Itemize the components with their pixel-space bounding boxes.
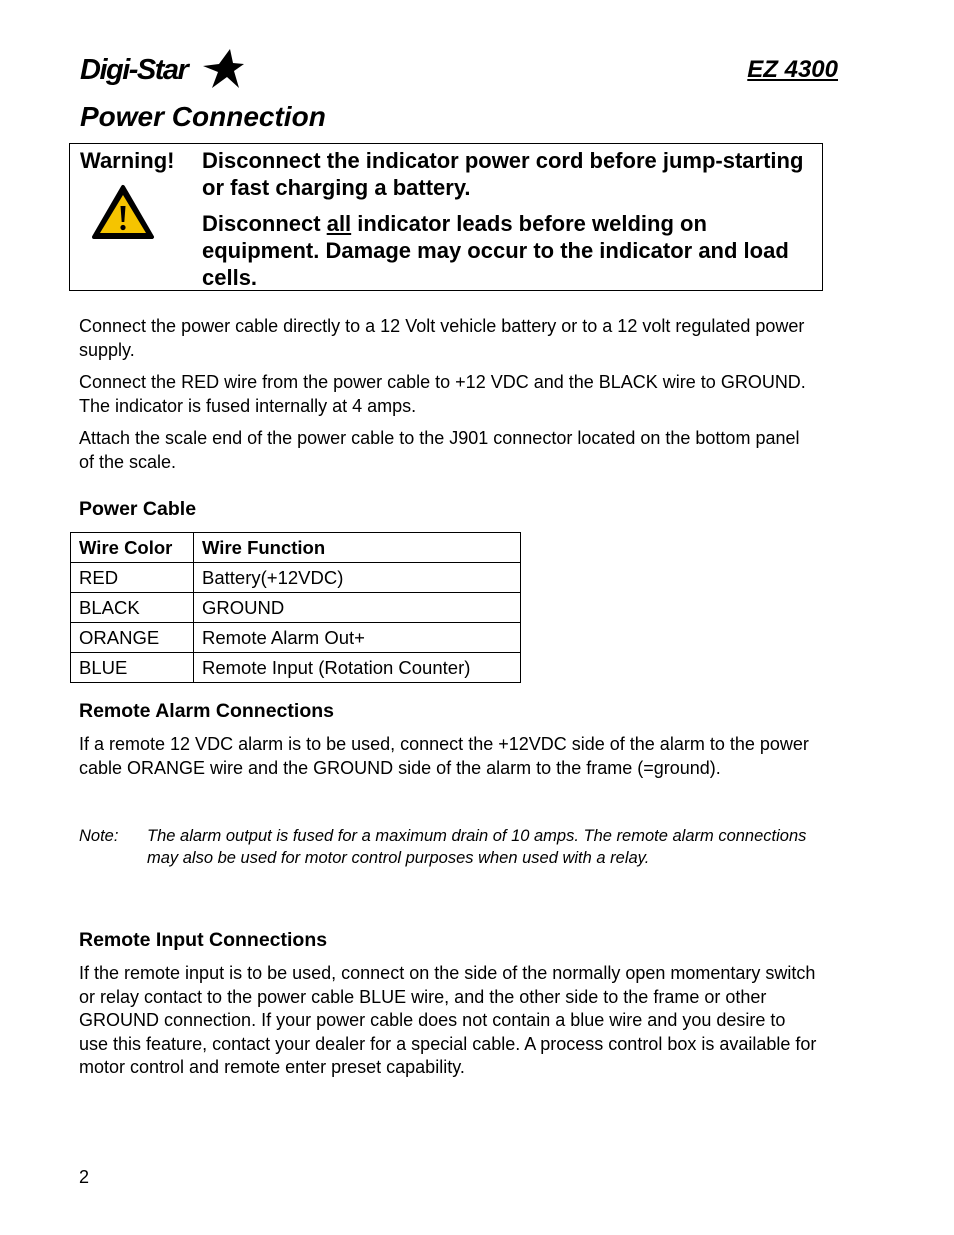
wire-function-cell: Battery(+12VDC): [194, 563, 521, 593]
warning-text: [202, 147, 812, 300]
table-row: [71, 563, 521, 593]
remote-alarm-heading: Remote Alarm Connections: [79, 700, 334, 722]
intro-paragraph-3: Attach the scale end of the power cable to the J901 connector located on the bottom panel of the scale.: [79, 428, 800, 472]
table-row: [71, 623, 521, 653]
wire-function-cell: GROUND: [194, 593, 521, 623]
wire-function-cell: Remote Alarm Out+: [194, 623, 521, 653]
warning-box: [69, 143, 823, 291]
model-name: EZ 4300: [747, 56, 838, 83]
table-header-row: [71, 533, 521, 563]
intro-paragraph-2: Connect the RED wire from the power cable to +12 VDC and the BLACK wire to GROUND. The indicator is fused internally at 4 amps.: [79, 372, 806, 416]
warning-line-1: Disconnect the indicator power cord before jump-starting or fast charging a battery.: [202, 148, 804, 200]
note-text: The alarm output is fused for a maximum drain of 10 amps. The remote alarm connections may also be used for motor control purposes when used with a relay.: [147, 827, 807, 867]
wire-function-cell: Remote Input (Rotation Counter): [194, 653, 521, 683]
wire-color-cell: ORANGE: [71, 623, 194, 653]
wire-color-cell: RED: [71, 563, 194, 593]
digi-star-logo: [80, 48, 245, 92]
intro-paragraph-1: Connect the power cable directly to a 12 Volt vehicle battery or to a 12 volt regulated power supply.: [79, 316, 805, 360]
wire-color-cell: BLUE: [71, 653, 194, 683]
power-cable-heading: Power Cable: [79, 498, 197, 520]
page-title: Power Connection: [80, 101, 326, 132]
remote-alarm-text: If a remote 12 VDC alarm is to be used, connect the +12VDC side of the alarm to the power cable ORANGE wire and the GROUND side of the alarm to the frame (=ground).: [79, 734, 809, 778]
page-number: 2: [79, 1167, 90, 1187]
warning-triangle-icon: [91, 184, 155, 240]
remote-input-heading: Remote Input Connections: [79, 929, 328, 951]
table-row: [71, 653, 521, 683]
wire-color-cell: BLACK: [71, 593, 194, 623]
note-label: Note:: [79, 827, 119, 845]
warning-line-2: [202, 210, 812, 291]
logo-text: Digi-Star: [80, 54, 188, 86]
column-header: Wire Function: [194, 533, 521, 563]
warning-line-2-start: Disconnect: [202, 211, 327, 236]
column-header: Wire Color: [71, 533, 194, 563]
warning-emphasis: all: [326, 211, 352, 236]
warning-label: Warning!: [80, 148, 175, 173]
power-cable-table: [70, 532, 521, 683]
warning-line-2-end: indicator leads before welding on equipment. Damage may occur to the indicator and load cells.: [202, 211, 789, 290]
remote-input-text: If the remote input is to be used, connect on the side of the normally open momentary switch or relay contact to the power cable BLUE wire, and the other side to the frame or other GROUND connection. If your power cable does not contain a blue wire and you desire to use this feature, contact your dealer for a special cable. A process control box is available for motor control and remote enter preset capability.: [79, 963, 817, 1077]
table-row: [71, 593, 521, 623]
star-icon: [200, 48, 244, 90]
